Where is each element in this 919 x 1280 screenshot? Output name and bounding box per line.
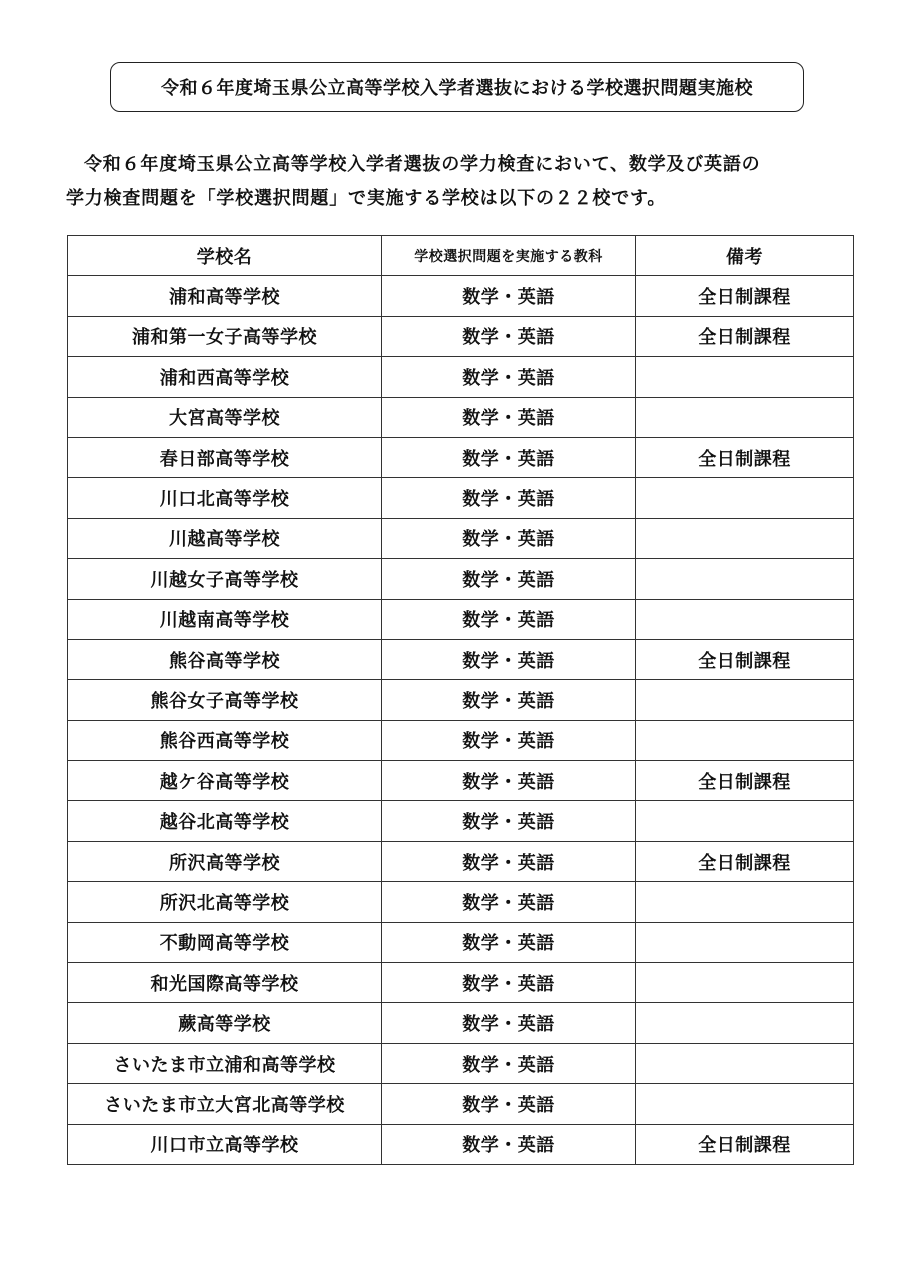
table-row [68,720,854,760]
document-title-text: 令和６年度埼玉県公立高等学校入学者選抜における学校選択問題実施校 [161,78,753,99]
table-row [68,882,854,922]
school-name-cell: 熊谷女子高等学校 [68,680,382,720]
school-name-cell: さいたま市立大宮北高等学校 [68,1084,382,1124]
school-name-cell: 春日部高等学校 [68,437,382,477]
note-cell [636,1043,854,1083]
subjects-cell: 数学・英語 [382,639,636,679]
school-name-cell: 浦和高等学校 [68,276,382,316]
subjects-cell: 数学・英語 [382,680,636,720]
note-cell [636,680,854,720]
note-cell: 全日制課程 [636,316,854,356]
school-table [67,235,854,1165]
note-cell [636,922,854,962]
subjects-cell: 数学・英語 [382,841,636,881]
table-row [68,922,854,962]
note-cell [636,397,854,437]
school-name-cell: 所沢北高等学校 [68,882,382,922]
subjects-cell: 数学・英語 [382,1124,636,1164]
subjects-cell: 数学・英語 [382,316,636,356]
intro-line-1: 令和６年度埼玉県公立高等学校入学者選抜の学力検査において、数学及び英語の [84,154,761,175]
header-notes: 備考 [636,236,854,276]
intro-paragraph [66,148,856,216]
note-cell [636,478,854,518]
note-cell [636,882,854,922]
school-name-cell: 川口北高等学校 [68,478,382,518]
table-row [68,518,854,558]
school-name-cell: 不動岡高等学校 [68,922,382,962]
school-name-cell: 浦和西高等学校 [68,357,382,397]
note-cell [636,801,854,841]
school-name-cell: 和光国際高等学校 [68,963,382,1003]
subjects-cell: 数学・英語 [382,559,636,599]
school-name-cell: 越ケ谷高等学校 [68,761,382,801]
intro-line-2: 学力検査問題を「学校選択問題」で実施する学校は以下の２２校です。 [66,188,667,209]
document-title [110,62,804,112]
table-row [68,276,854,316]
table-row [68,478,854,518]
school-name-cell: 川越南高等学校 [68,599,382,639]
school-name-cell: さいたま市立浦和高等学校 [68,1043,382,1083]
table-body [68,276,854,1165]
subjects-cell: 数学・英語 [382,1003,636,1043]
note-cell [636,963,854,1003]
table-row [68,316,854,356]
school-name-cell: 越谷北高等学校 [68,801,382,841]
table-row [68,599,854,639]
table-row [68,639,854,679]
subjects-cell: 数学・英語 [382,599,636,639]
school-name-cell: 川越女子高等学校 [68,559,382,599]
subjects-cell: 数学・英語 [382,882,636,922]
subjects-cell: 数学・英語 [382,801,636,841]
school-name-cell: 熊谷西高等学校 [68,720,382,760]
subjects-cell: 数学・英語 [382,357,636,397]
table-row [68,963,854,1003]
table-row [68,1084,854,1124]
subjects-cell: 数学・英語 [382,397,636,437]
note-cell [636,720,854,760]
note-cell: 全日制課程 [636,841,854,881]
school-name-cell: 大宮高等学校 [68,397,382,437]
note-cell [636,559,854,599]
subjects-cell: 数学・英語 [382,518,636,558]
note-cell [636,1084,854,1124]
school-name-cell: 川口市立高等学校 [68,1124,382,1164]
table-row [68,761,854,801]
table-row [68,1043,854,1083]
note-cell [636,357,854,397]
header-school-name: 学校名 [68,236,382,276]
note-cell: 全日制課程 [636,639,854,679]
table-row [68,437,854,477]
subjects-cell: 数学・英語 [382,922,636,962]
table-row [68,397,854,437]
subjects-cell: 数学・英語 [382,963,636,1003]
subjects-cell: 数学・英語 [382,478,636,518]
subjects-cell: 数学・英語 [382,720,636,760]
table-row [68,1003,854,1043]
table-header-row [68,236,854,276]
subjects-cell: 数学・英語 [382,1084,636,1124]
subjects-cell: 数学・英語 [382,761,636,801]
school-name-cell: 所沢高等学校 [68,841,382,881]
school-name-cell: 川越高等学校 [68,518,382,558]
note-cell: 全日制課程 [636,1124,854,1164]
note-cell [636,518,854,558]
note-cell: 全日制課程 [636,276,854,316]
note-cell: 全日制課程 [636,761,854,801]
header-subjects: 学校選択問題を実施する教科 [382,236,636,276]
table-row [68,841,854,881]
note-cell [636,1003,854,1043]
table-row [68,1124,854,1164]
table-row [68,357,854,397]
subjects-cell: 数学・英語 [382,437,636,477]
subjects-cell: 数学・英語 [382,1043,636,1083]
school-name-cell: 蕨高等学校 [68,1003,382,1043]
school-name-cell: 熊谷高等学校 [68,639,382,679]
table-row [68,680,854,720]
note-cell [636,599,854,639]
note-cell: 全日制課程 [636,437,854,477]
subjects-cell: 数学・英語 [382,276,636,316]
school-name-cell: 浦和第一女子高等学校 [68,316,382,356]
table-row [68,801,854,841]
table-row [68,559,854,599]
